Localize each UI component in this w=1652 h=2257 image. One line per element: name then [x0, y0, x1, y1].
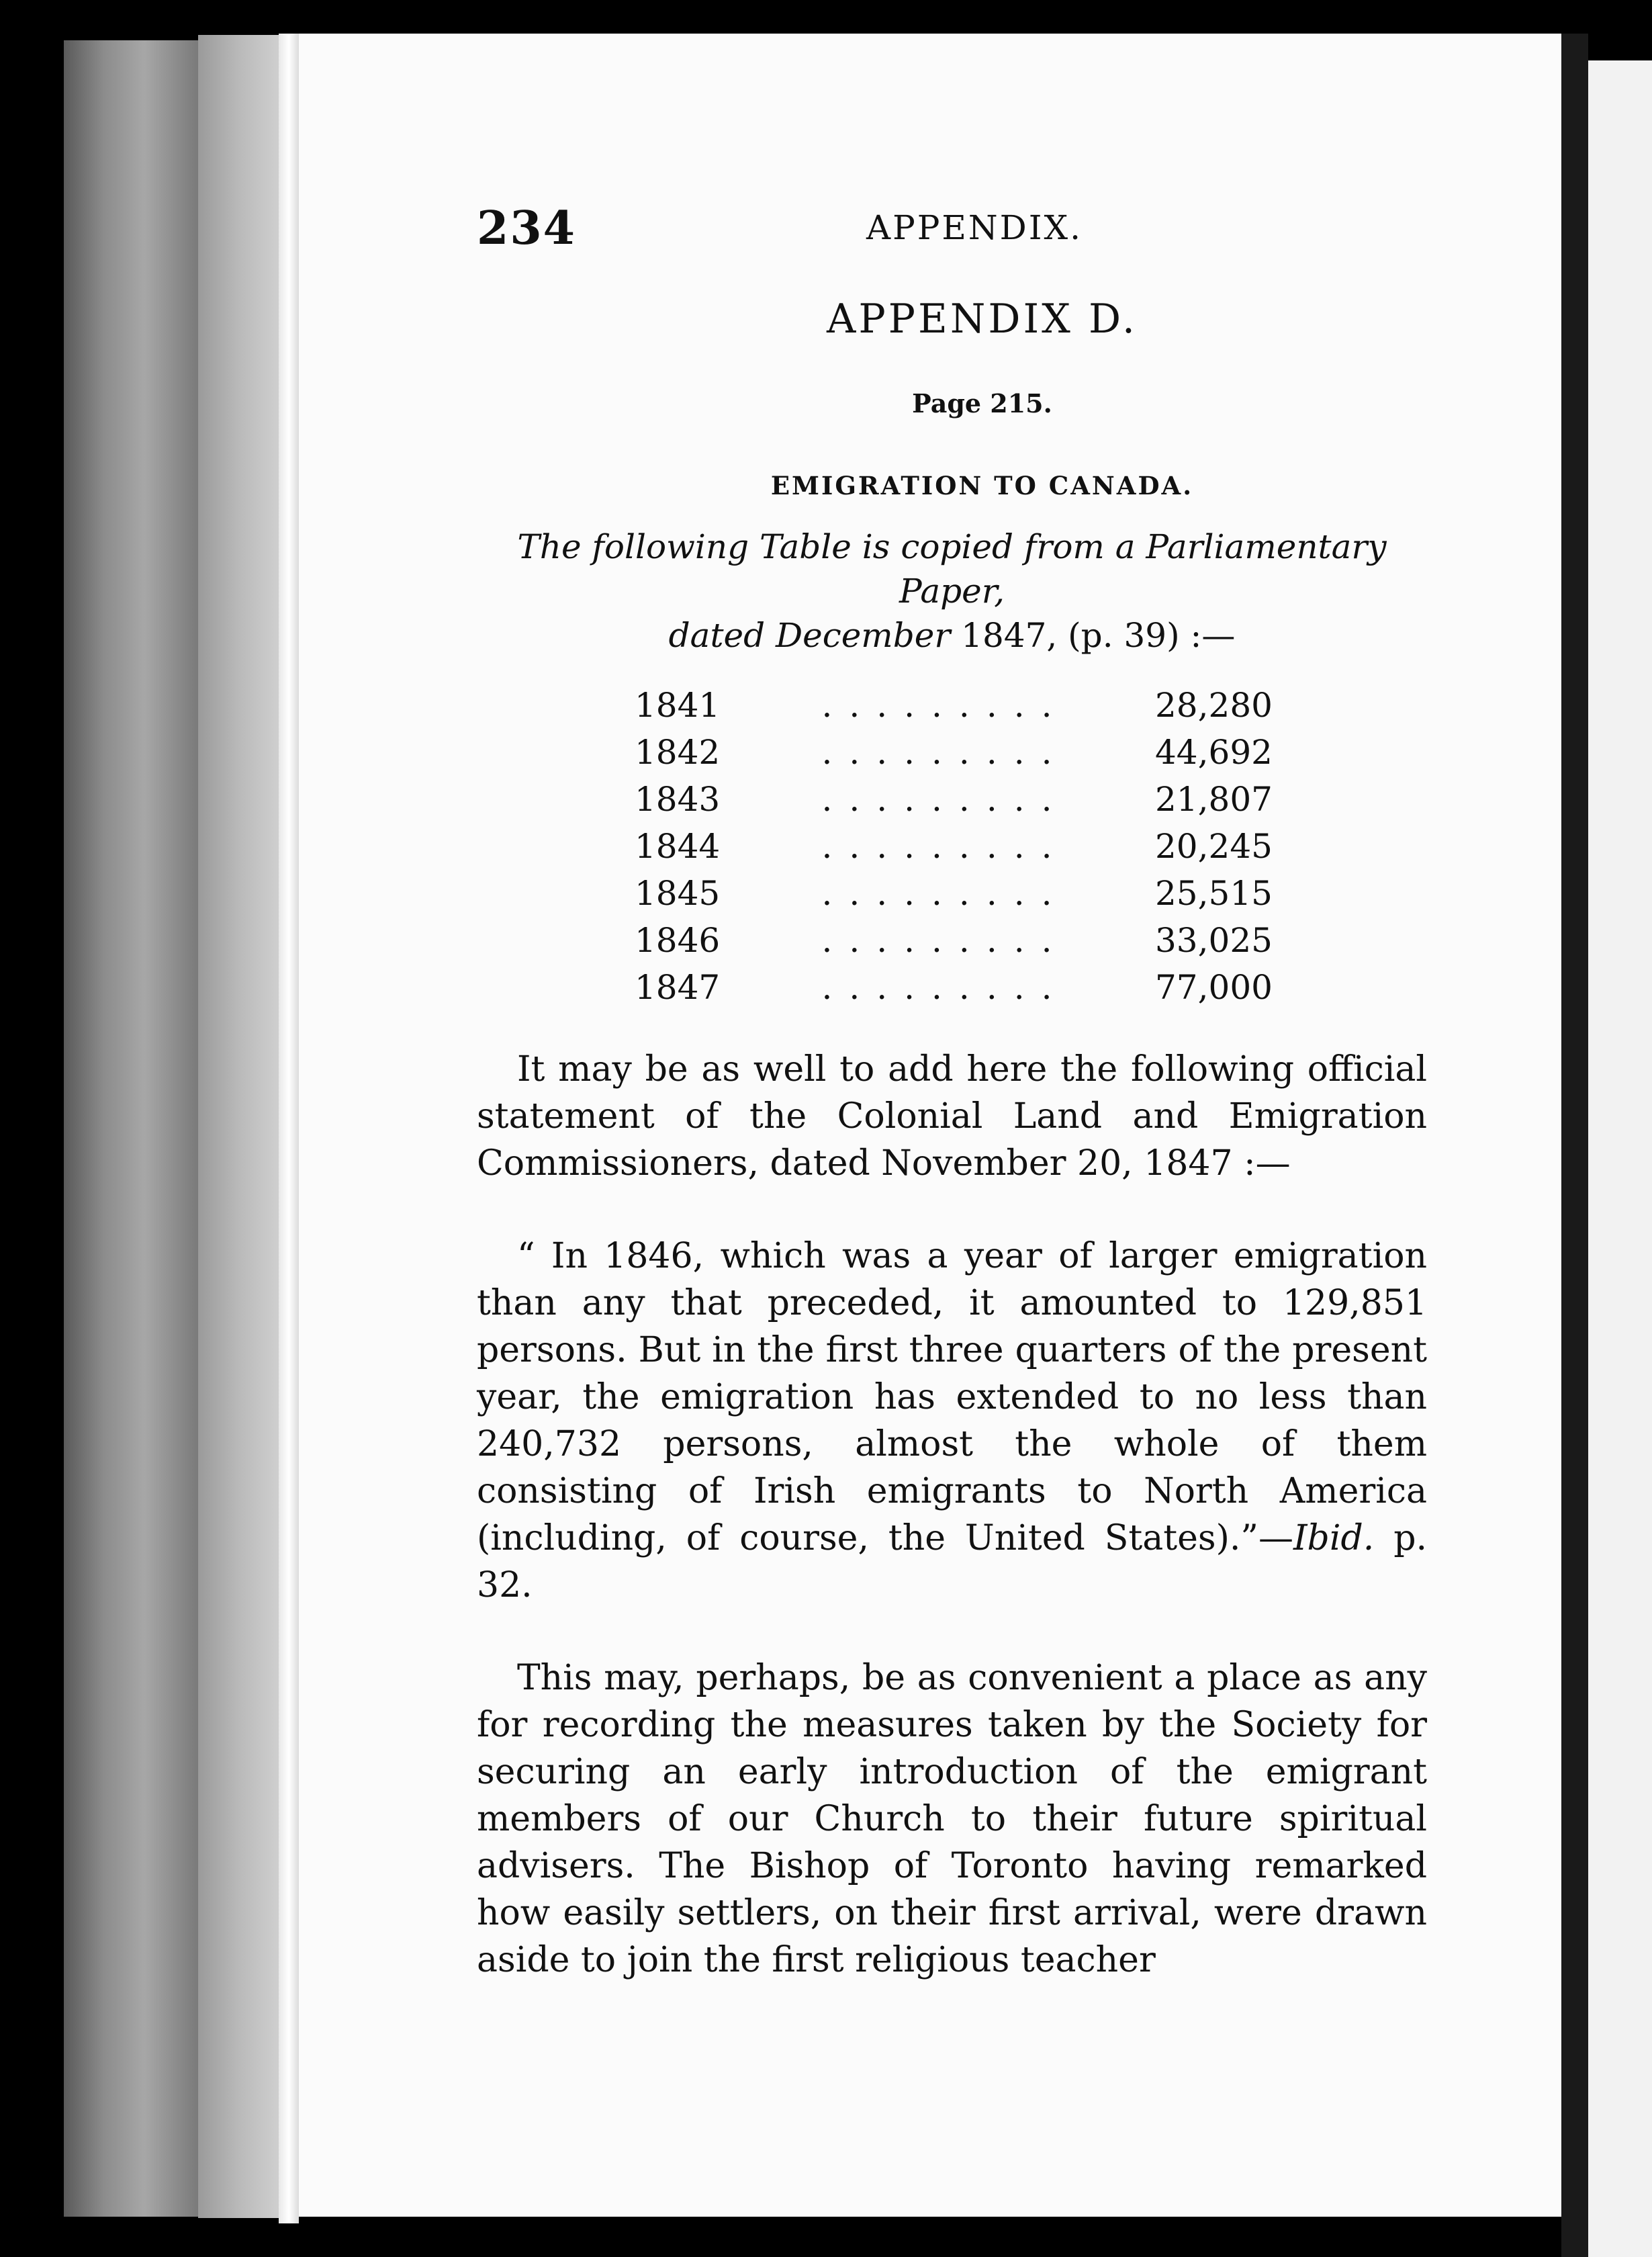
table-row — [635, 917, 1273, 964]
table-leader: ......... — [821, 874, 1069, 913]
book-edge-outer — [64, 40, 198, 2217]
intro-line-1: The following Table is copied from a Parliamentary Paper, — [517, 527, 1387, 611]
running-title: APPENDIX. — [866, 208, 1083, 247]
paragraph-statement: It may be as well to add here the following official statement of the Colonial Land and Emigration Commissioners, dated November 20, 1847 :— — [477, 1049, 1427, 1184]
page-content — [477, 188, 1427, 1984]
page-gutter — [1561, 34, 1588, 2257]
citation-page: p. 32. — [477, 1518, 1428, 1605]
table-leader: ......... — [821, 827, 1069, 866]
table-leader: ......... — [821, 686, 1069, 725]
book-edge-line — [279, 34, 299, 2223]
paragraph-society-measures: This may, perhaps, be as convenient a place as any for recording the measures taken by the Society for securing an early introduction of the emigrant members of our Church to their future spiritual advisers. The Bishop of Toronto having remarked how easily settlers, on their first arrival, were drawn aside to join the first religious teacher — [477, 1658, 1427, 1980]
table-year: 1842 — [635, 733, 721, 772]
table-row — [635, 823, 1273, 870]
table-value: 28,280 — [1155, 686, 1273, 725]
next-page-sliver — [1588, 60, 1652, 2257]
ibid-citation: Ibid. — [1293, 1518, 1375, 1558]
table-leader: ......... — [821, 921, 1069, 960]
table-year: 1845 — [635, 874, 721, 913]
table-leader: ......... — [821, 968, 1069, 1007]
table-row — [635, 682, 1273, 729]
page-reference: Page 215. — [912, 388, 1052, 418]
quotation-text: “ In 1846, which was a year of larger emigration than any that preceded, it amounted to 129,851 persons. But in the first three quarters of the present year, the emigration has extended to no less than 240,732 persons, almost the whole of them consisting of Irish emigrants to North America (including, of course, the United States).”— — [477, 1236, 1427, 1558]
table-year: 1844 — [635, 827, 721, 866]
table-value: 21,807 — [1155, 780, 1273, 819]
table-leader: ......... — [821, 780, 1069, 819]
intro-line-2-italic: dated December — [668, 616, 951, 655]
table-intro — [477, 525, 1427, 658]
emigration-table — [635, 682, 1273, 1011]
page-number: 234 — [477, 202, 576, 255]
table-row — [635, 729, 1273, 776]
table-row — [635, 870, 1273, 917]
appendix-title: APPENDIX D. — [826, 296, 1138, 343]
table-value: 77,000 — [1155, 968, 1273, 1007]
intro-line-2-roman: 1847, (p. 39) :— — [961, 616, 1236, 655]
table-value: 25,515 — [1155, 874, 1273, 913]
table-value: 20,245 — [1155, 827, 1273, 866]
table-year: 1841 — [635, 686, 721, 725]
paragraph-quotation — [477, 1233, 1427, 1609]
table-year: 1847 — [635, 968, 721, 1007]
section-title: EMIGRATION TO CANADA. — [770, 471, 1194, 500]
table-row — [635, 964, 1273, 1011]
table-row — [635, 776, 1273, 823]
table-leader: ......... — [821, 733, 1069, 772]
table-value: 44,692 — [1155, 733, 1273, 772]
table-year: 1843 — [635, 780, 721, 819]
table-value: 33,025 — [1155, 921, 1273, 960]
book-edge-inner — [198, 35, 279, 2218]
running-head — [477, 188, 1427, 269]
intro-line-2 — [477, 613, 1427, 658]
table-year: 1846 — [635, 921, 721, 960]
